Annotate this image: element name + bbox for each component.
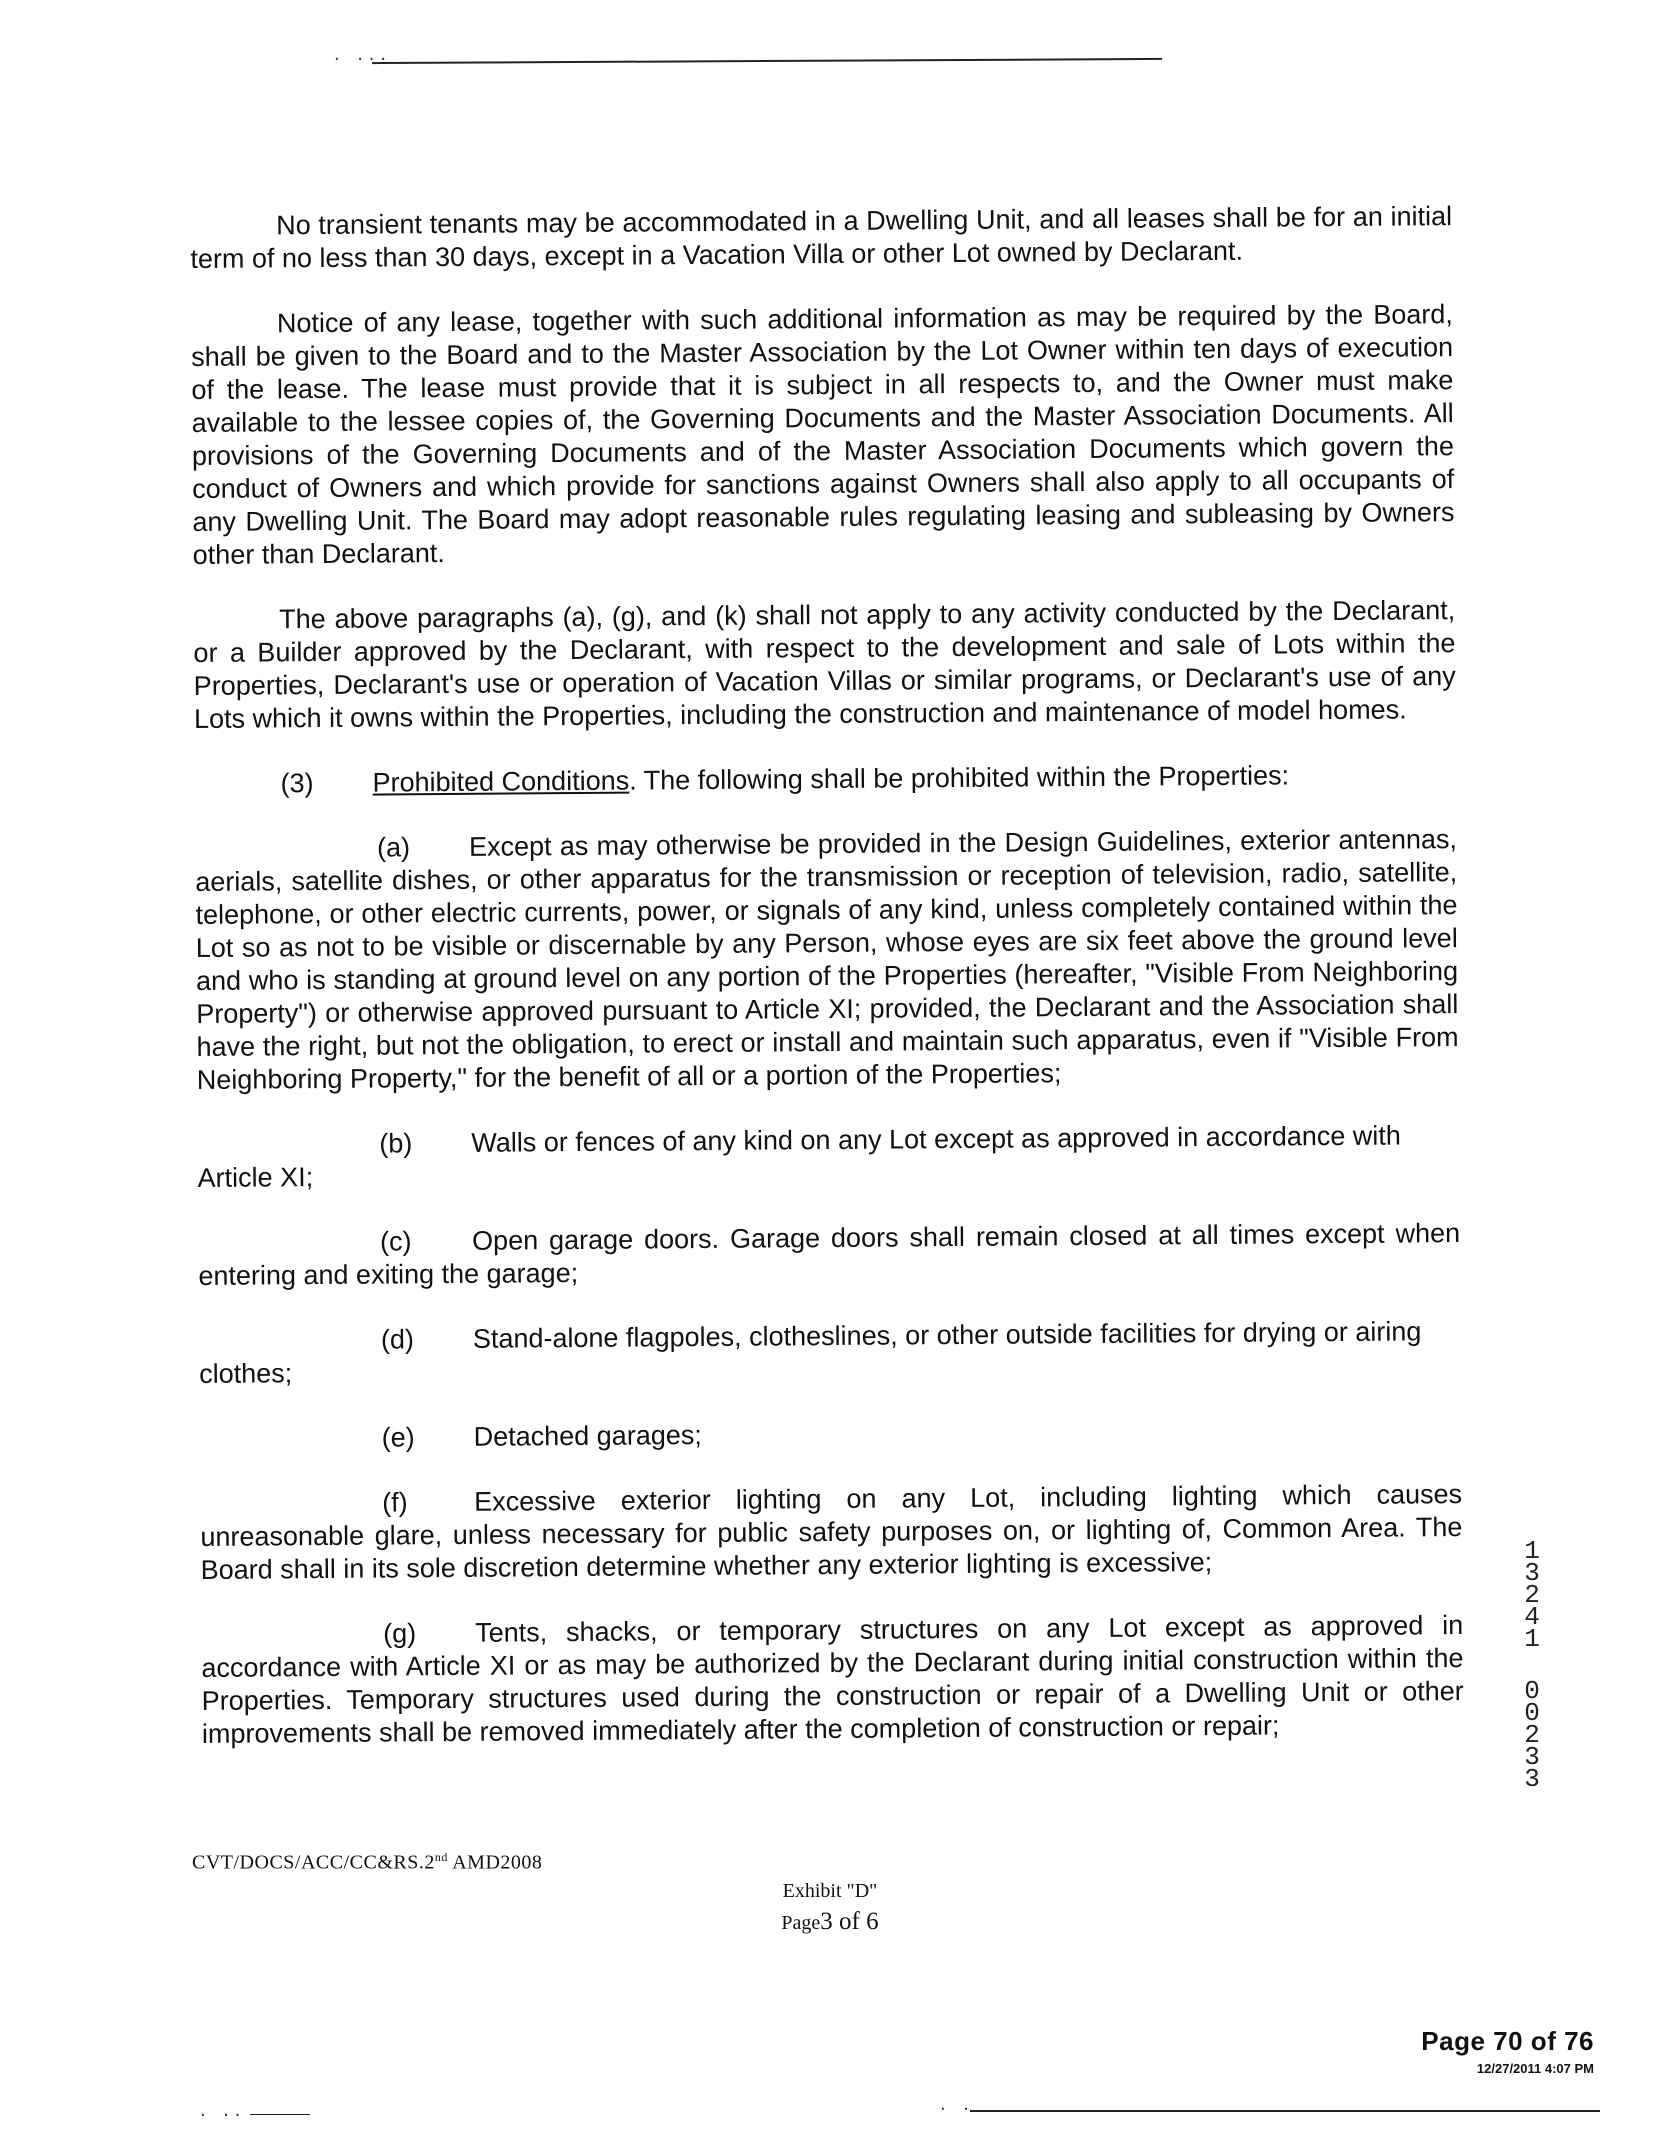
- item-label: (g): [383, 1618, 417, 1649]
- item-text: Except as may otherwise be provided in the Design Guidelines, exterior antennas, aerials, satellite dishes, or other apparatus for the transmission or reception of television, radio, satellite, telephone, or other electric currents, power, or signals of any kind, unless completely contained within the Lot so as not to be visible or discernable by any Person, whose eyes are six feet above the ground level and who is standing at ground level on any portion of the Properties (hereafter, "Visible From Neighboring Property") or otherwise approved pursuant to Article XI; provided, the Declarant and the Association shall have the right, but not the obligation, to erect or install and maintain such apparatus, even if "Visible From Neighboring Property," for the benefit of all or a portion of the Properties;: [195, 824, 1459, 1095]
- recording-number-vertical: 1 3 2 4 1 0 0 2 3 3: [1524, 1536, 1540, 1794]
- exhibit-page-number: Page3 of 6: [781, 1908, 879, 1935]
- item-d: [199, 1315, 1461, 1391]
- document-code: CVT/DOCS/ACC/CC&RS.2nd AMD2008: [192, 1850, 543, 1874]
- bottom-right-dots: · ·: [938, 2100, 973, 2118]
- item-label: (f): [382, 1487, 408, 1518]
- bottom-right-rule: [970, 2110, 1600, 2112]
- item-text: Walls or fences of any kind on any Lot except as approved in accordance with: [471, 1120, 1401, 1158]
- section-intro: . The following shall be prohibited within the Properties:: [629, 760, 1290, 796]
- item-a: [195, 823, 1459, 1097]
- item-text: Stand-alone flagpoles, clotheslines, or other outside facilities for drying or airing: [472, 1316, 1422, 1354]
- item-continuation: clothes;: [199, 1358, 293, 1389]
- bottom-left-rule: [250, 2114, 310, 2115]
- item-continuation: Article XI;: [197, 1162, 314, 1193]
- item-label: (a): [376, 832, 411, 863]
- exhibit-label: Exhibit "D": [782, 1880, 878, 1902]
- section-number: (3): [280, 768, 314, 799]
- bottom-left-dots: · ··: [198, 2106, 245, 2124]
- section-title: Prohibited Conditions: [372, 765, 630, 798]
- page-counter-timestamp: 12/27/2011 4:07 PM: [1476, 2061, 1594, 2076]
- page-counter: [1421, 2026, 1594, 2076]
- document-body: [190, 200, 1464, 1751]
- item-b: [197, 1119, 1459, 1195]
- item-label: (d): [380, 1324, 414, 1355]
- item-c: [198, 1217, 1460, 1293]
- item-text: Detached garages;: [473, 1420, 702, 1452]
- top-rule-dots: · ···: [332, 50, 391, 68]
- item-f: [200, 1478, 1463, 1587]
- item-label: (b): [379, 1128, 413, 1159]
- paragraph-exemptions: The above paragraphs (a), (g), and (k) shall not apply to any activity conducted by the Declarant, or a Builder approved by the Declarant, with respect to the development and sale of Lots within the Properties, Declarant's use or operation of Vacation Villas or similar programs, or Declarant's use of any Lots which it owns within the Properties, including the construction and maintenance of model homes.: [193, 595, 1456, 734]
- paragraph-notice-of-lease: Notice of any lease, together with such additional information as may be required by the Board, shall be given to the Board and to the Master Association by the Lot Owner within ten days of execution of the lease. The lease must provide that it is subject in all respects to, and the Owner must make available to the lessee copies of, the Governing Documents and the Master Association Documents. All provisions of the Governing Documents and of the Master Association Documents which govern the conduct of Owners and which provide for sanctions against Owners shall also apply to all occupants of any Dwelling Unit. The Board may adopt reasonable rules regulating leasing and subleasing by Owners other than Declarant.: [191, 299, 1455, 570]
- item-text: Excessive exterior lighting on any Lot, including lighting which causes unreasonable glare, unless necessary for public safety purposes on, or lighting of, Common Area. The Board shall in its sole discretion determine whether any exterior lighting is excessive;: [200, 1479, 1463, 1585]
- item-label: (e): [381, 1422, 415, 1453]
- item-g: [201, 1609, 1464, 1751]
- page-counter-label: Page 70 of 76: [1421, 2026, 1594, 2056]
- item-text: Tents, shacks, or temporary structures on any Lot except as approved in accordance with Article XI or as may be authorized by the Declarant during initial construction within the Properties. Temporary structures used during the construction or repair of a Dwelling Unit or other improvements shall be removed immediately after the completion of construction or repair;: [201, 1610, 1464, 1749]
- paragraph-transient-tenants: No transient tenants may be accommodated in a Dwelling Unit, and all leases shall be for an initial term of no less than 30 days, except in a Vacation Villa or other Lot owned by Declarant.: [190, 201, 1453, 274]
- top-rule: [372, 58, 1162, 64]
- item-text: Open garage doors. Garage doors shall remain closed at all times except when entering and exiting the garage;: [198, 1218, 1461, 1291]
- item-label: (c): [379, 1226, 412, 1257]
